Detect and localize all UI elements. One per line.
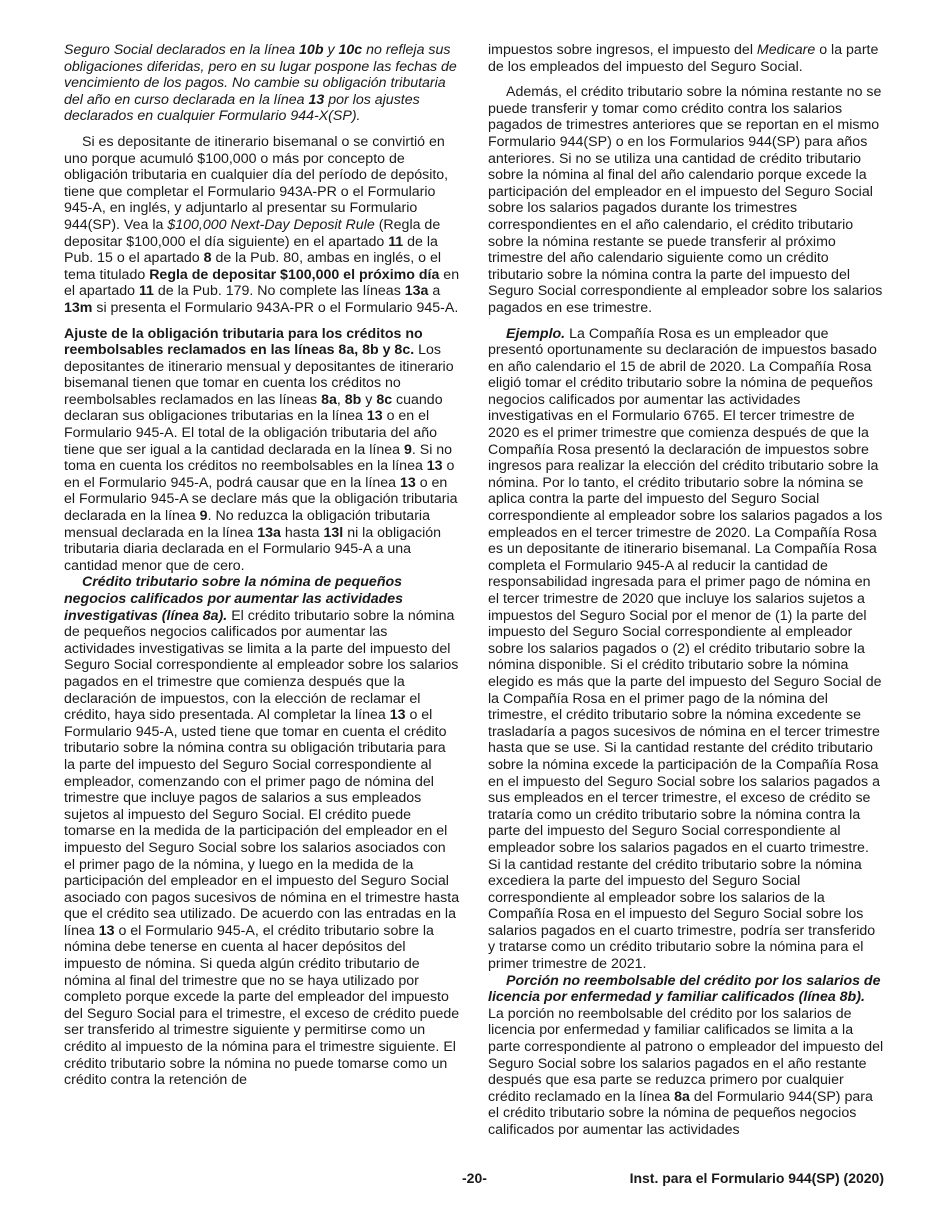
right-body-4: La porción no reembolsable del crédito por los salarios de licencia por enfermedad y familiar calificados se limita a la parte correspondiente al patrono o empleador del impuesto del Seguro Social sobre los salarios pagados en el año restante después que esa parte se reduzca primero por cualquier crédito reclamado en la línea 8a del Formulario 944(SP) para el crédito tributario sobre la nómina de pequeños negocios calificados por aumentar las actividades (488, 1005, 884, 1138)
left-column (64, 42, 460, 1089)
page-footer (0, 1170, 950, 1190)
left-body-4: El crédito tributario sobre la nómina de pequeños negocios calificados por aumentar las actividades investigativas se limita a la parte del impuesto del Seguro Social correspondiente al empleador sobre los salarios pagados en el trimestre que comienza después que la declaración de impuestos, con la elección de reclamar el crédito, haya sido presentada. Al completar la línea 13 o el Formulario 945-A, usted tiene que tomar en cuenta el crédito tributario sobre la nómina contra su obligación tributaria para la parte del impuesto del Seguro Social correspondiente al empleador, comenzando con el primer pago de nómina del trimestre que incluye pagos de salarios a sus empleados sujetos al impuesto del Seguro Social. El crédito puede tomarse en la medida de la participación del empleador en el impuesto del Seguro Social sobre los salarios asociados con el primer pago de la nómina, y luego en la medida de la participación del empleador en el impuesto del Seguro Social asociado con pagos sucesivos de nómina en el trimestre hasta que el crédito sea utilizado. De acuerdo con las entradas en la línea 13 o el Formulario 945-A, el crédito tributario sobre la nómina debe tenerse en cuenta al hacer depósitos del impuesto de nómina. Si queda algún crédito tributario de nómina al final del trimestre que no se haya utilizado por completo porque excede la parte del empleador del impuesto del Seguro Social para el trimestre, el exceso de crédito puede ser transferido al trimestre siguiente y permitirse como un crédito al impuesto de la nómina para el trimestre siguiente. El crédito tributario sobre la nómina no puede tomarse como un crédito contra la retención de (64, 607, 460, 1089)
left-paragraph-4 (64, 574, 460, 1088)
left-paragraph-3 (64, 326, 460, 575)
right-heading-3: Ejemplo. (506, 325, 566, 342)
left-paragraph-1: Seguro Social declarados en la línea 10b y 10c no refleja sus obligaciones diferidas, pero en su lugar pospone las fechas de vencimiento de los pagos. No cambie su obligación tributaria del año en curso declarada en la línea 13 por los ajustes declarados en cualquier Formulario 944-X(SP). (64, 42, 457, 125)
right-paragraph-4 (488, 973, 884, 1139)
right-paragraph-2: Además, el crédito tributario sobre la nómina restante no se puede transferir y tomar como crédito contra los salarios pagados de trimestres anteriores que se reportan en el mismo Formulario 944(SP) o en los Formularios 944(SP) para años anteriores. Si no se utiliza una cantidad de crédito tributario sobre la nómina al final del año calendario porque excede la participación del empleador en el impuesto del Seguro Social sobre los salarios pagados durante los trimestres correspondientes en el año calendario, el crédito tributario sobre la nómina restante se puede transferir al próximo trimestre del año calendario siguiente como un crédito tributario sobre la nómina contra la parte del impuesto del Seguro Social correspondiente al empleador sobre los salarios pagados en ese trimestre. (488, 84, 883, 316)
page-number: -20- (462, 1170, 487, 1186)
right-paragraph-1: impuestos sobre ingresos, el impuesto del Medicare o la parte de los empleados del impuesto del Seguro Social. (488, 42, 879, 75)
right-heading-4: Porción no reembolsable del crédito por los salarios de licencia por enfermedad y familiar calificados (línea 8b). (488, 972, 881, 1006)
left-body-3: Los depositantes de itinerario mensual y depositantes de itinerario bisemanal tienen que tomar en cuenta los créditos no reembolsables reclamados en las líneas 8a, 8b y 8c cuando declaran sus obligaciones tributarias en la línea 13 o en el Formulario 945-A. El total de la obligación tributaria del año tiene que ser igual a la cantidad declarada en la línea 9. Si no toma en cuenta los créditos no reembolsables en la línea 13 o en el Formulario 945-A, podrá causar que en la línea 13 o en el Formulario 945-A se declare más que la obligación tributaria declarada en la línea 9. No reduzca la obligación tributaria mensual declarada en la línea 13a hasta 13l ni la obligación tributaria diaria declarada en el Formulario 945-A a una cantidad menor que de cero. (64, 342, 458, 574)
document-title: Inst. para el Formulario 944(SP) (2020) (629, 1170, 884, 1186)
left-paragraph-2: Si es depositante de itinerario bisemanal o se convirtió en uno porque acumuló $100,000 o más por concepto de obligación tributaria en cualquier día del período de depósito, tiene que completar el Formulario 943A-PR o el Formulario 945-A, en inglés, y adjuntarlo al presentar su Formulario 944(SP). Vea la $100,000 Next-Day Deposit Rule (Regla de depositar $100,000 el día siguiente) en el apartado 11 de la Pub. 15 o el apartado 8 de la Pub. 80, ambas en inglés, o el tema titulado Regla de depositar $100,000 el próximo día en el apartado 11 de la Pub. 179. No complete las líneas 13a a 13m si presenta el Formulario 943A-PR o el Formulario 945-A. (64, 133, 460, 316)
right-body-3: La Compañía Rosa es un empleador que presentó oportunamente su declaración de impuestos basado en año calendario el 15 de abril de 2020. La Compañía Rosa eligió tomar el crédito tributario sobre la nómina de pequeños negocios calificados por aumentar las actividades investigativas en el Formulario 6765. El tercer trimestre de 2020 es el primer trimestre que comienza después de que la Compañía Rosa presentó la declaración de impuestos sobre ingresos para realizar la elección del crédito tributario sobre la nómina. Por lo tanto, el crédito tributario sobre la nómina se aplica contra la parte del impuesto del Seguro Social correspondiente al empleador sobre los salarios pagados a los empleados en el tercer trimestre de 2020. La Compañía Rosa es un depositante de itinerario bisemanal. La Compañía Rosa completa el Formulario 945-A al reducir la cantidad de responsabilidad ingresada para el primer pago de nómina en el tercer trimestre de 2020 que incluye los salarios sujetos a impuestos del Seguro Social por el menor de (1) la parte del impuesto del Seguro Social correspondiente al empleador sobre los salarios pagados o (2) el crédito tributario sobre la nómina disponible. Si el crédito tributario sobre la nómina elegido es más que la parte del impuesto del Seguro Social de la Compañía Rosa en el primer pago de la nómina del trimestre, el crédito tributario sobre la nómina excedente se trasladaría a pagos sucesivos de nómina en el tercer trimestre hasta que se use. Si la cantidad restante del crédito tributario sobre la nómina excede la participación de la Compañía Rosa en el impuesto del Seguro Social sobre los salarios pagados a sus empleados en el tercer trimestre, el exceso de crédito se trataría como un crédito tributario sobre la nómina contra la parte del impuesto del Seguro Social correspondiente al empleador sobre los salarios pagados en el cuarto trimestre. Si la cantidad restante del crédito tributario sobre la nómina excediera la parte del impuesto del Seguro Social correspondiente al empleador sobre los salarios de la Compañía Rosa en el impuesto del Seguro Social sobre los salarios pagados en el cuarto trimestre, podría ser transferido y tratarse como un crédito tributario sobre la nómina para el primer trimestre de 2021. (488, 325, 883, 973)
right-paragraph-3 (488, 326, 884, 973)
left-heading-3: Ajuste de la obligación tributaria para los créditos no reembolsables reclamados en las líneas 8a, 8b y 8c. (64, 325, 423, 359)
left-heading-4: Crédito tributario sobre la nómina de pequeños negocios calificados por aumentar las actividades investigativas (línea 8a). (64, 574, 404, 624)
right-column (488, 42, 884, 1139)
